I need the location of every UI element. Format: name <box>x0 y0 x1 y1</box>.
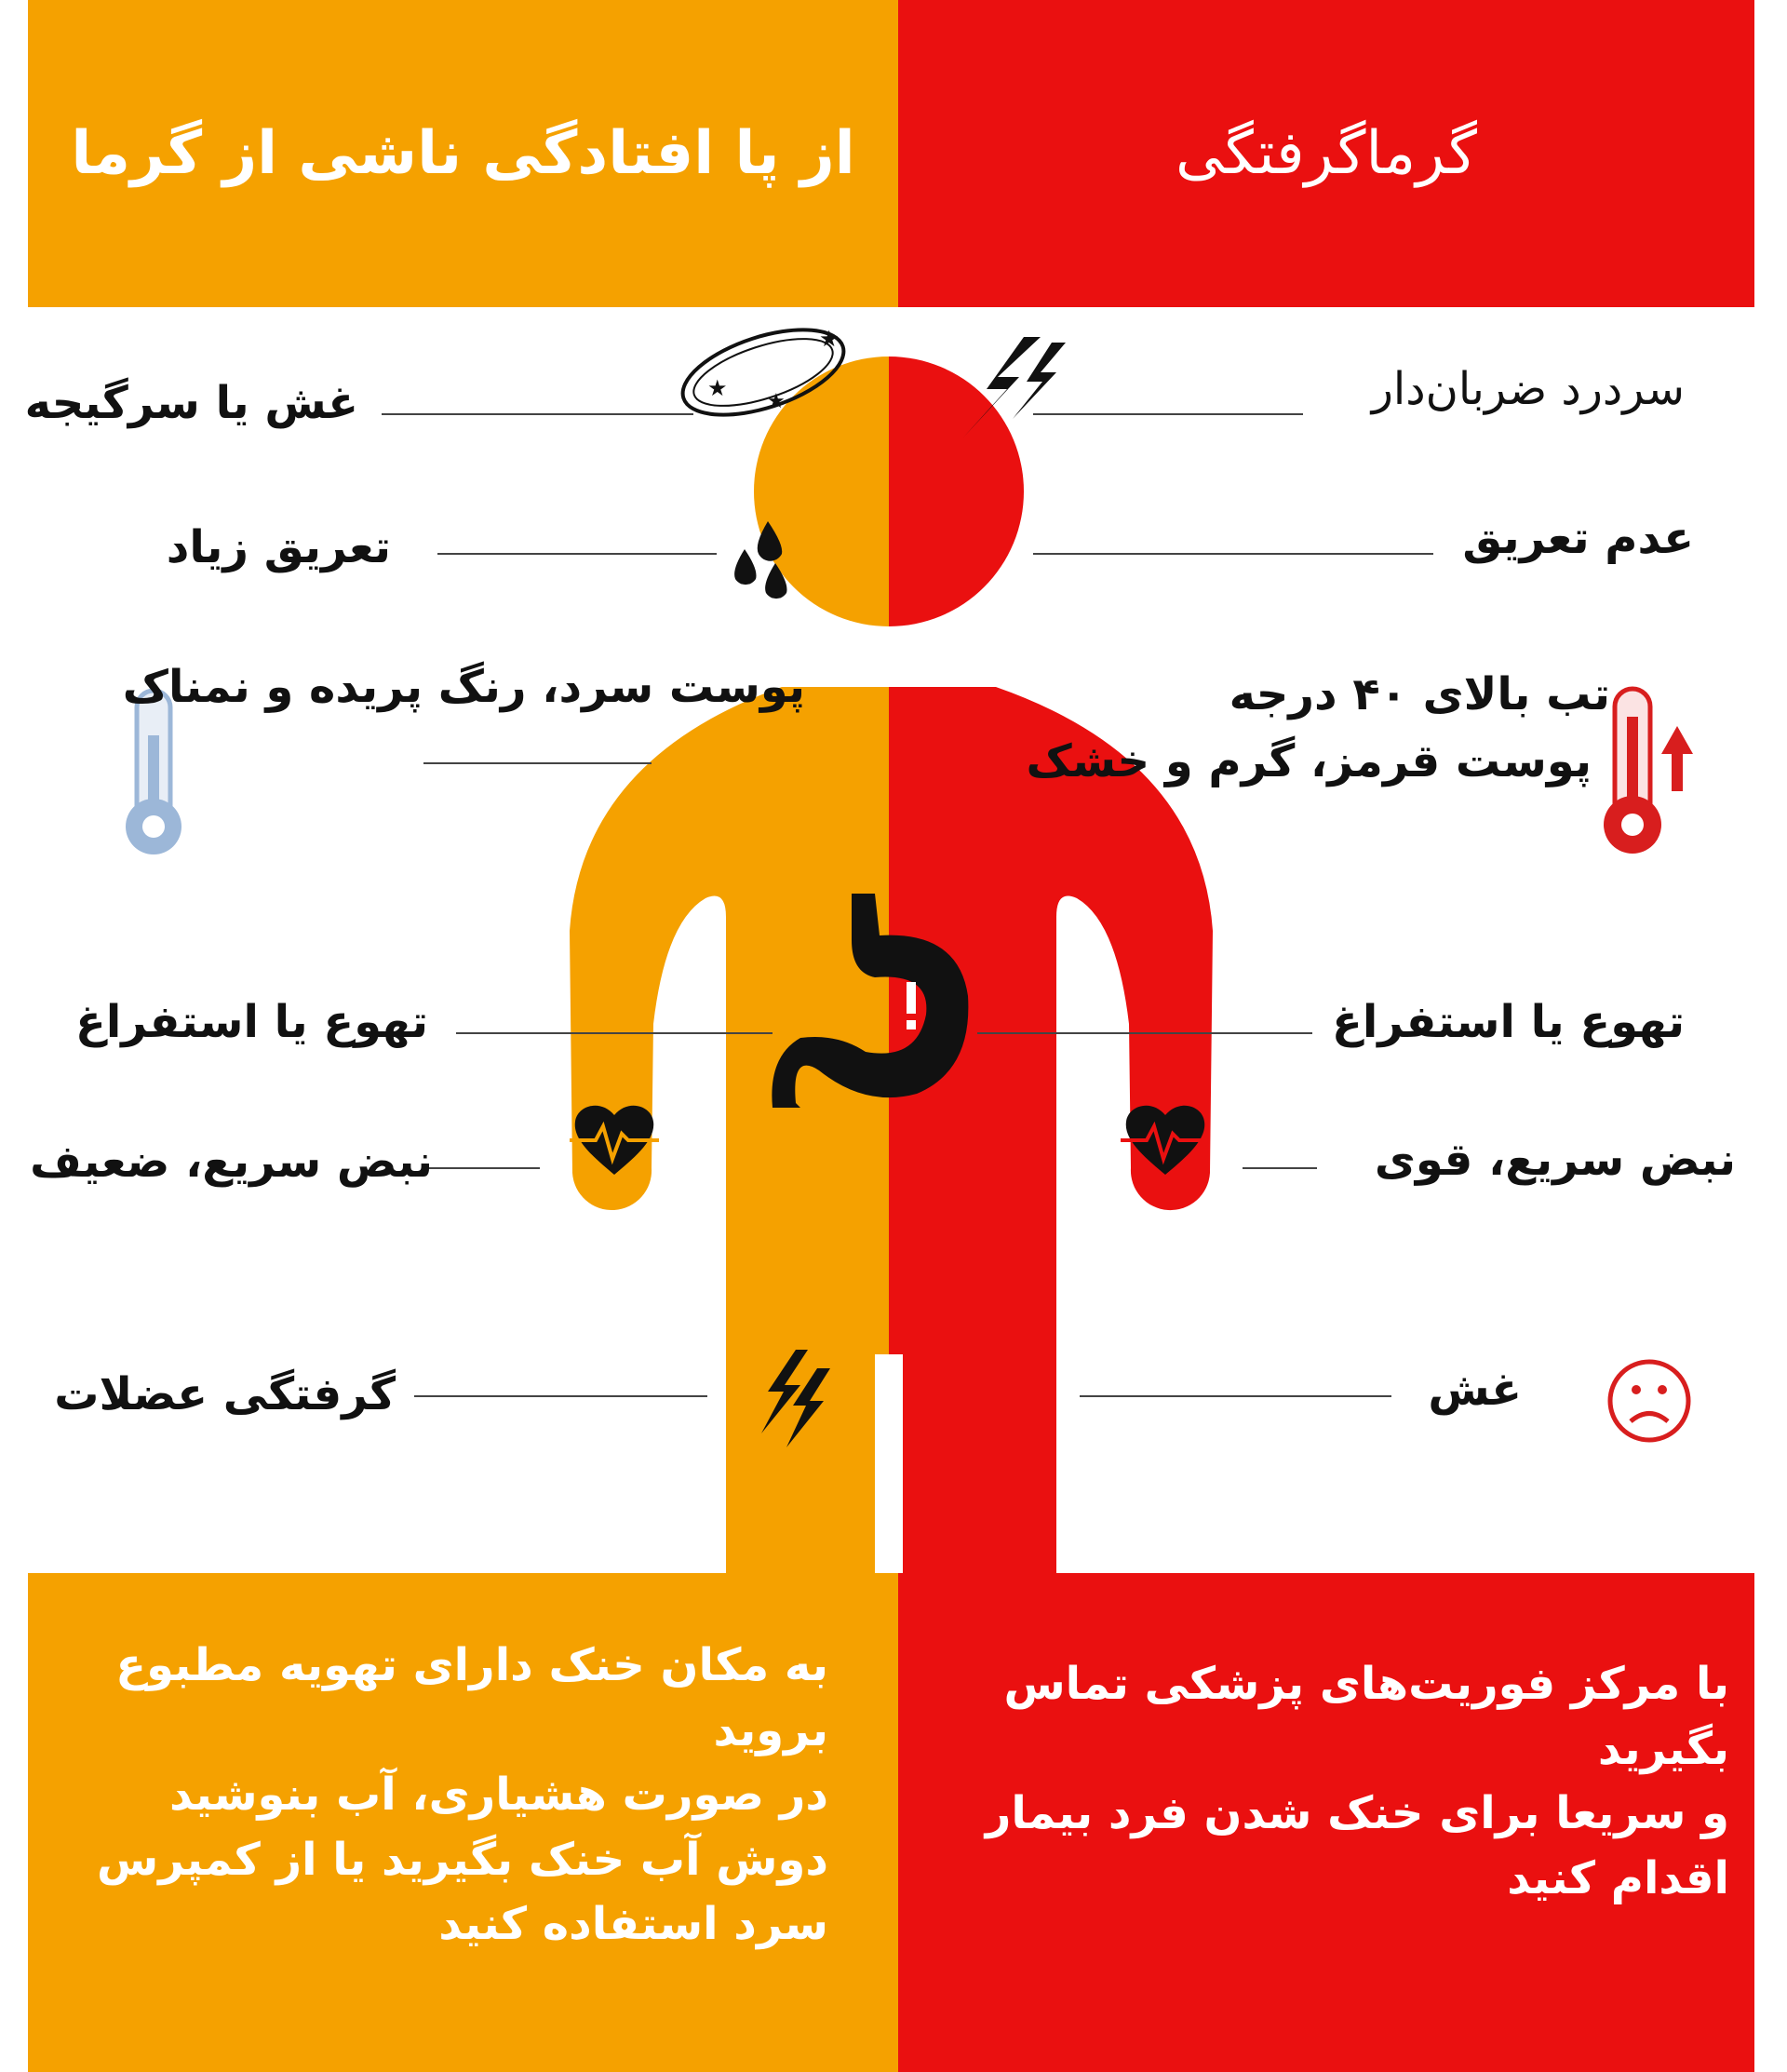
footer-left-line: سرد استفاده کنید <box>438 1898 828 1951</box>
footer-right-line: با مرکز فوریت‌های پزشکی تماس <box>1003 1658 1729 1710</box>
footer-left-line: دوش آب خنک بگیرید یا از کمپرس <box>96 1833 828 1886</box>
label-faint: غش <box>1428 1364 1522 1416</box>
label-heavy-sweat: تعریق زیاد <box>166 521 391 573</box>
label-weak-pulse: نبض سریع، ضعیف <box>30 1136 433 1188</box>
label-no-sweat: عدم تعریق <box>1462 512 1694 564</box>
label-cramps: گرفتگی عضلات <box>54 1368 396 1420</box>
footer-right-line: اقدام کنید <box>1507 1851 1729 1904</box>
footer-right-text <box>986 1652 1729 1911</box>
svg-text:★: ★ <box>767 390 786 413</box>
footer-left-line: در صورت هشیاری، آب بنوشید <box>169 1769 828 1822</box>
label-cold-skin: پوست سرد، رنگ پریده و نمناک <box>122 661 805 713</box>
label-headache: سردرد ضربان‌دار <box>1371 363 1685 415</box>
arrow-up-icon <box>1661 726 1693 791</box>
footer-left-line: بروید <box>713 1703 828 1756</box>
label-nausea-left: تهوع یا استفراغ <box>75 996 428 1048</box>
thermometer-cool-icon <box>126 691 181 854</box>
header-right-title: گرماگرفتگی <box>1176 119 1477 188</box>
footer-right-line: و سریعا برای خنک شدن فرد بیمار <box>985 1787 1729 1840</box>
footer-right-line: بگیرید <box>1597 1722 1729 1775</box>
label-dizzy: غش یا سرگیجه <box>24 377 358 429</box>
sad-face-icon <box>1610 1362 1688 1440</box>
header-left-title: از پا افتادگی ناشی از گرما <box>71 119 855 188</box>
label-nausea-right: تهوع یا استفراغ <box>1332 996 1685 1048</box>
svg-text:★: ★ <box>819 326 840 352</box>
footer-left-text <box>97 1634 828 1958</box>
label-strong-pulse: نبض سریع، قوی <box>1374 1134 1736 1186</box>
label-hot-skin: پوست قرمز، گرم و خشک <box>1026 735 1592 787</box>
footer-left-line: به مکان خنک دارای تهویه مطبوع <box>115 1639 828 1691</box>
label-fever: تب بالای ۴۰ درجه <box>1229 668 1610 720</box>
thermometer-hot-icon <box>1604 689 1661 854</box>
svg-text:★: ★ <box>707 375 728 401</box>
leg-gap <box>875 1354 903 1573</box>
